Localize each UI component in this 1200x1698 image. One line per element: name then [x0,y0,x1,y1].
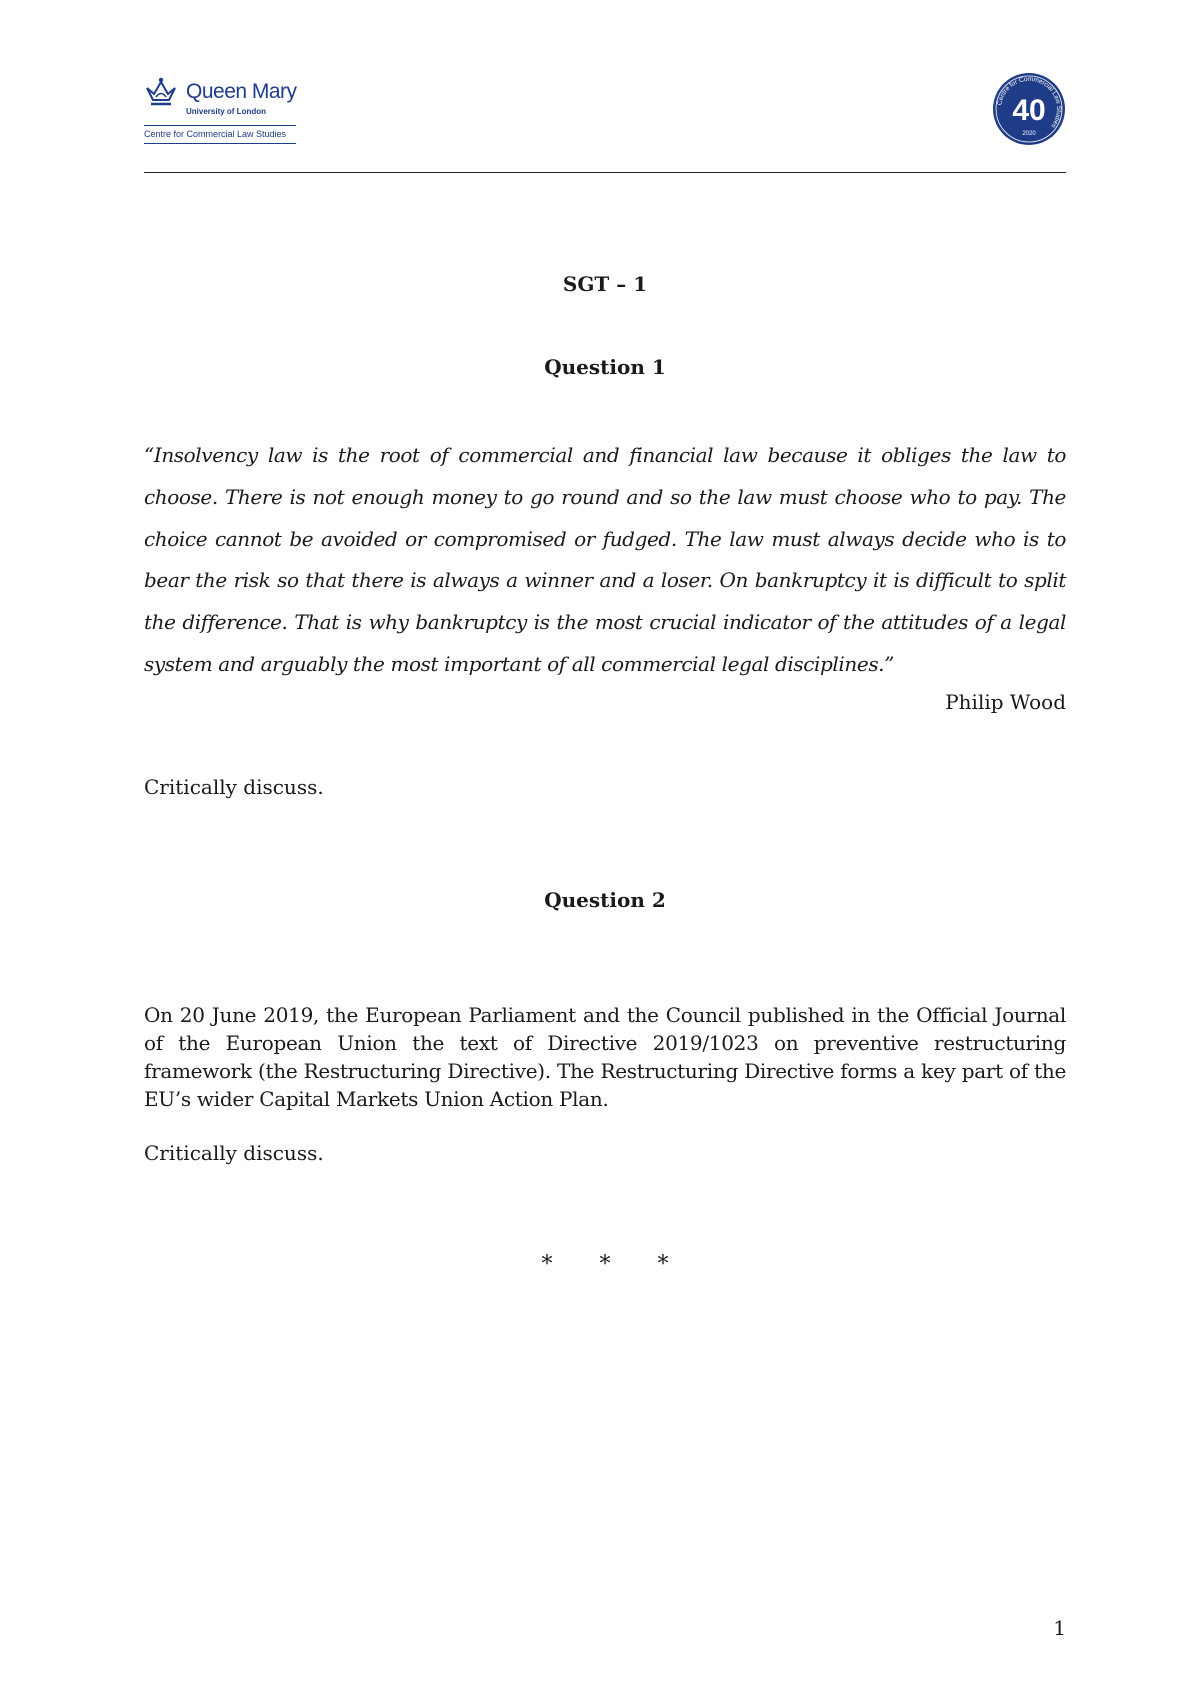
quote-author: Philip Wood [945,690,1066,714]
question-2-heading: Question 2 [544,888,666,912]
queen-mary-logo [144,76,304,146]
section-separator: * * * [541,1252,669,1277]
logo-centre: Centre for Commercial Law Studies [144,129,287,139]
question-2-body: On 20 June 2019, the European Parliament and the Council published in the Official Journal of the European Union the text of Directive 2019/1023 on preventive restructuring framework (the Restructuring Directive). The Restructuring Directive forms a key part of the EU’s wider Capital Markets Union Action Plan. [144,1003,1066,1111]
question-2-instruction: Critically discuss. [144,1141,324,1165]
logo-rule-bottom [144,143,296,144]
question-1-instruction: Critically discuss. [144,775,324,799]
badge-year: 2020 [1022,131,1036,137]
badge-number: 40 [1012,94,1046,127]
logo-rule-top [144,125,296,126]
question-1-quote: “Insolvency law is the root of commercial and financial law because it obliges the law to choose. There is not enough money to go round and so the law must choose who to pay. The choice cannot be avoided or compromised or fudged. The law must always decide who is to bear the risk so that there is always a winner and a loser. On bankruptcy it is difficult to split the difference. That is why bankruptcy is the most crucial indicator of the attitudes of a legal system and arguably the most important of all commercial legal disciplines.” [144,443,1066,676]
question-1-heading: Question 1 [544,355,666,379]
logo-name: Queen Mary [186,80,297,103]
crown-icon [144,76,178,110]
document-title: SGT – 1 [562,272,648,296]
anniversary-badge [992,72,1066,146]
page-number: 1 [1053,1616,1066,1640]
logo-subtitle: University of London [186,107,266,116]
page-header [144,70,1066,173]
badge-ring-text: Centre for Commercial Law Studies [996,75,1063,130]
